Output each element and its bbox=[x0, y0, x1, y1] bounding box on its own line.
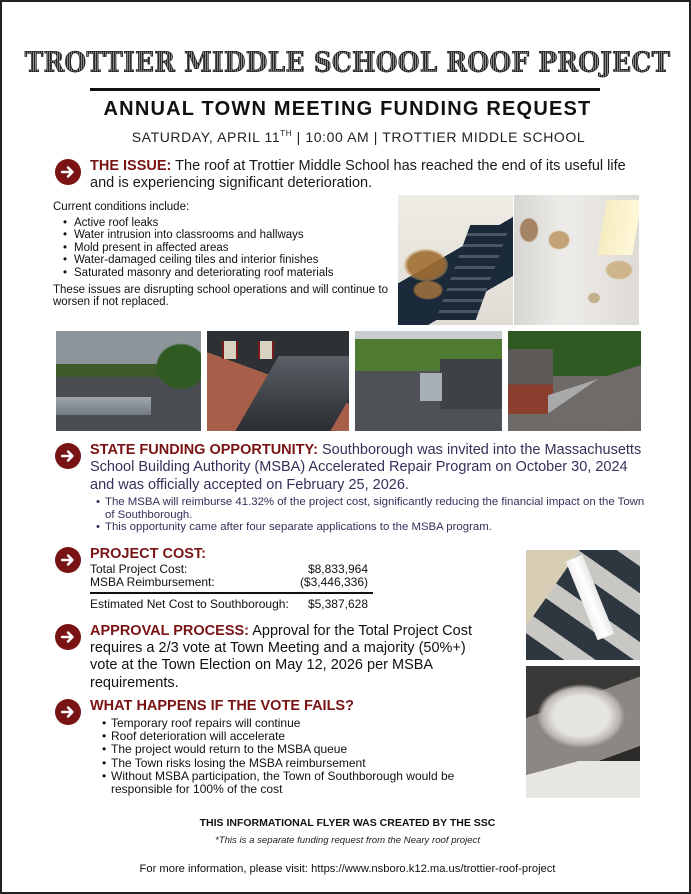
photo-duct bbox=[526, 666, 640, 798]
project-link[interactable]: https://www.nsboro.k12.ma.us/trottier-roof-project bbox=[311, 863, 556, 875]
arrow-right-circle-icon bbox=[55, 547, 81, 573]
event-day-suffix: TH bbox=[280, 129, 293, 138]
cost-label: Total Project Cost: bbox=[90, 562, 188, 576]
cost-total-label: Estimated Net Cost to Southborough: bbox=[90, 597, 289, 611]
conditions-intro: Current conditions include: bbox=[53, 201, 190, 213]
issue-text: The roof at Trottier Middle School has reached the end of its useful life and is experiencing significant deterioration. bbox=[90, 158, 626, 191]
list-item: • Roof deterioration will accelerate bbox=[102, 730, 512, 743]
cost-table bbox=[90, 563, 373, 611]
list-item: • The MSBA will reimburse 41.32% of the project cost, significantly reducing the financial impact on the Town of Southborough. bbox=[96, 496, 650, 521]
cost-row bbox=[90, 576, 373, 589]
list-item: • Without MSBA participation, the Town of Southborough would be responsible for 100% of the cost bbox=[102, 770, 512, 796]
list-item: • Water intrusion into classrooms and hallways bbox=[63, 229, 398, 242]
arrow-right-circle-icon bbox=[55, 699, 81, 725]
cost-heading: PROJECT COST: bbox=[90, 546, 207, 562]
funding-section bbox=[90, 442, 650, 534]
list-item: • Mold present in affected areas bbox=[63, 242, 398, 255]
issue-section bbox=[90, 158, 650, 192]
conditions-list bbox=[63, 217, 398, 280]
approval-section bbox=[90, 623, 490, 692]
cost-divider bbox=[90, 592, 373, 594]
photo-roof-4 bbox=[508, 331, 641, 431]
photo-ceiling-open bbox=[526, 550, 640, 660]
conditions-conclusion: These issues are disrupting school operations and will continue to worsen if not replaced. bbox=[53, 283, 388, 309]
list-item: • The project would return to the MSBA queue bbox=[102, 743, 512, 756]
more-info-label: For more information, please visit: bbox=[139, 863, 312, 875]
page-subtitle: ANNUAL TOWN MEETING FUNDING REQUEST bbox=[103, 98, 592, 120]
photo-ceiling-damage-1 bbox=[398, 195, 513, 325]
photo-roof-1 bbox=[56, 331, 201, 431]
title-divider bbox=[90, 88, 600, 91]
list-item: • Water-damaged ceiling tiles and interior finishes bbox=[63, 254, 398, 267]
cost-value: ($3,446,336) bbox=[299, 575, 368, 589]
list-item: • Saturated masonry and deteriorating roof materials bbox=[63, 267, 398, 280]
page-title: TROTTIER MIDDLE SCHOOL ROOF PROJECT bbox=[2, 47, 691, 78]
list-item: • Active roof leaks bbox=[63, 217, 398, 230]
flyer-credit: THIS INFORMATIONAL FLYER WAS CREATED BY THE SSC bbox=[199, 817, 496, 829]
funding-text: Southborough was invited into the Massachusetts School Building Authority (MSBA) Accelerated Repair Program on October 30, 2024 and was officially accepted on February 25, 2026. bbox=[90, 442, 642, 493]
cost-total-row bbox=[90, 597, 373, 611]
funding-bullets bbox=[96, 496, 650, 534]
funding-note: *This is a separate funding request from the Neary roof project bbox=[214, 835, 481, 846]
photo-roof-2 bbox=[207, 331, 349, 431]
arrow-right-circle-icon bbox=[55, 624, 81, 650]
fails-list bbox=[102, 717, 512, 796]
cost-total-value: $5,387,628 bbox=[307, 597, 368, 611]
fails-heading: WHAT HAPPENS IF THE VOTE FAILS? bbox=[90, 698, 354, 714]
list-item: • The Town risks losing the MSBA reimbursement bbox=[102, 757, 512, 770]
photo-ceiling-damage-2 bbox=[514, 195, 639, 325]
approval-text: Approval for the Total Project Cost requires a 2/3 vote at Town Meeting and a majority (50%+) vote at the Town Election on May 12, 2026 per MSBA requirements. bbox=[90, 623, 472, 691]
approval-heading: APPROVAL PROCESS: bbox=[90, 623, 249, 639]
list-item: • Temporary roof repairs will continue bbox=[102, 717, 512, 730]
list-item: • This opportunity came after four separate applications to the MSBA program. bbox=[96, 521, 650, 534]
event-time-location: | 10:00 AM | TROTTIER MIDDLE SCHOOL bbox=[292, 129, 586, 145]
more-info bbox=[2, 863, 691, 875]
photo-roof-3 bbox=[355, 331, 502, 431]
funding-heading: STATE FUNDING OPPORTUNITY: bbox=[90, 442, 318, 458]
arrow-right-circle-icon bbox=[55, 443, 81, 469]
cost-value: $8,833,964 bbox=[307, 562, 368, 576]
issue-heading: THE ISSUE: bbox=[90, 158, 172, 174]
conditions-block bbox=[53, 201, 398, 309]
event-dateline bbox=[2, 129, 691, 145]
cost-label: MSBA Reimbursement: bbox=[90, 575, 215, 589]
event-day: SATURDAY, APRIL 11 bbox=[131, 129, 281, 145]
arrow-right-circle-icon bbox=[55, 159, 81, 185]
